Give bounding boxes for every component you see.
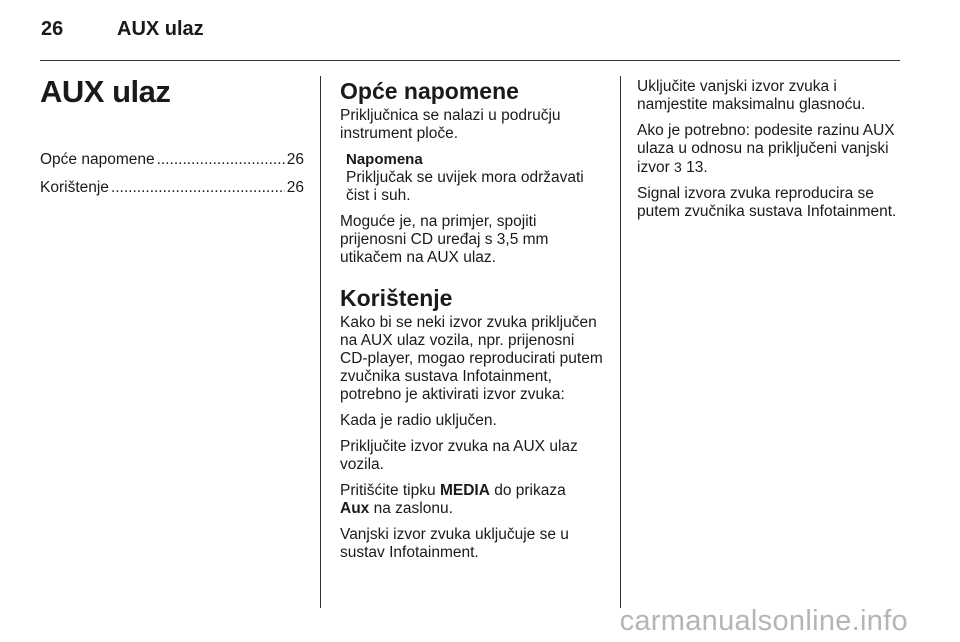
toc-entry-opce-napomene[interactable] <box>40 150 304 170</box>
toc-leader-dots <box>157 150 285 170</box>
text: Pritišćite tipku <box>340 482 436 499</box>
note-heading: Napomena <box>346 151 423 168</box>
toc-entry-koristenje[interactable] <box>40 178 304 198</box>
toc-entry-page: 26 <box>286 179 304 196</box>
watermark: carmanualsonline.info <box>619 605 908 637</box>
toc-entry-page: 26 <box>286 151 304 168</box>
paragraph: Kako bi se neki izvor zvuka priključen na AUX ulaz vozila, npr. prijenosni CD-player, mogao reproducirati putem zvučnika sustava Infotainment, potrebno je aktivirati izvor zvuka: <box>340 314 603 403</box>
page-reference-arrow-icon[interactable]: 3 <box>674 159 682 175</box>
chapter-title: AUX ulaz <box>40 74 171 109</box>
paragraph: Priključite izvor zvuka na AUX ulaz vozila. <box>340 438 578 473</box>
section-heading-opce-napomene: Opće napomene <box>340 78 519 104</box>
text: do prikaza <box>494 482 566 499</box>
media-key-label: MEDIA <box>439 482 490 499</box>
paragraph: Priključnica se nalazi u području instrument ploče. <box>340 107 561 142</box>
paragraph-media-button <box>340 482 605 518</box>
note-text: Priključak se uvijek mora održavati čist i suh. <box>346 169 584 204</box>
running-header-title: AUX ulaz <box>117 18 204 40</box>
paragraph: Signal izvora zvuka reproducira se putem zvučnika sustava Infotainment. <box>637 185 897 220</box>
page-reference[interactable]: 13. <box>686 159 708 176</box>
text: na zaslonu. <box>373 500 453 517</box>
toc-leader-dots <box>111 178 285 198</box>
page-number: 26 <box>41 18 64 40</box>
column-toc <box>40 74 304 206</box>
section-heading-koristenje: Korištenje <box>340 285 453 311</box>
column-main <box>340 78 605 570</box>
paragraph: Moguće je, na primjer, spojiti prijenosni CD uređaj s 3,5 mm utikačem na AUX ulaz. <box>340 213 549 266</box>
toc-entry-label: Opće napomene <box>40 151 155 168</box>
column-divider-1 <box>320 76 321 608</box>
paragraph-reference <box>637 122 905 177</box>
note-box <box>340 151 605 205</box>
toc-entry-label: Korištenje <box>40 179 109 196</box>
column-divider-2 <box>620 76 621 608</box>
paragraph: Uključite vanjski izvor zvuka i namjestite maksimalnu glasnoću. <box>637 78 866 113</box>
column-right <box>637 78 905 229</box>
paragraph: Vanjski izvor zvuka uključuje se u sustav Infotainment. <box>340 526 569 561</box>
aux-display-label: Aux <box>340 500 370 517</box>
text: Ako je potrebno: podesite razinu AUX ulaza u odnosu na priključeni vanjski izvor <box>637 122 895 176</box>
header-rule <box>40 60 900 61</box>
paragraph: Kada je radio uključen. <box>340 412 497 429</box>
